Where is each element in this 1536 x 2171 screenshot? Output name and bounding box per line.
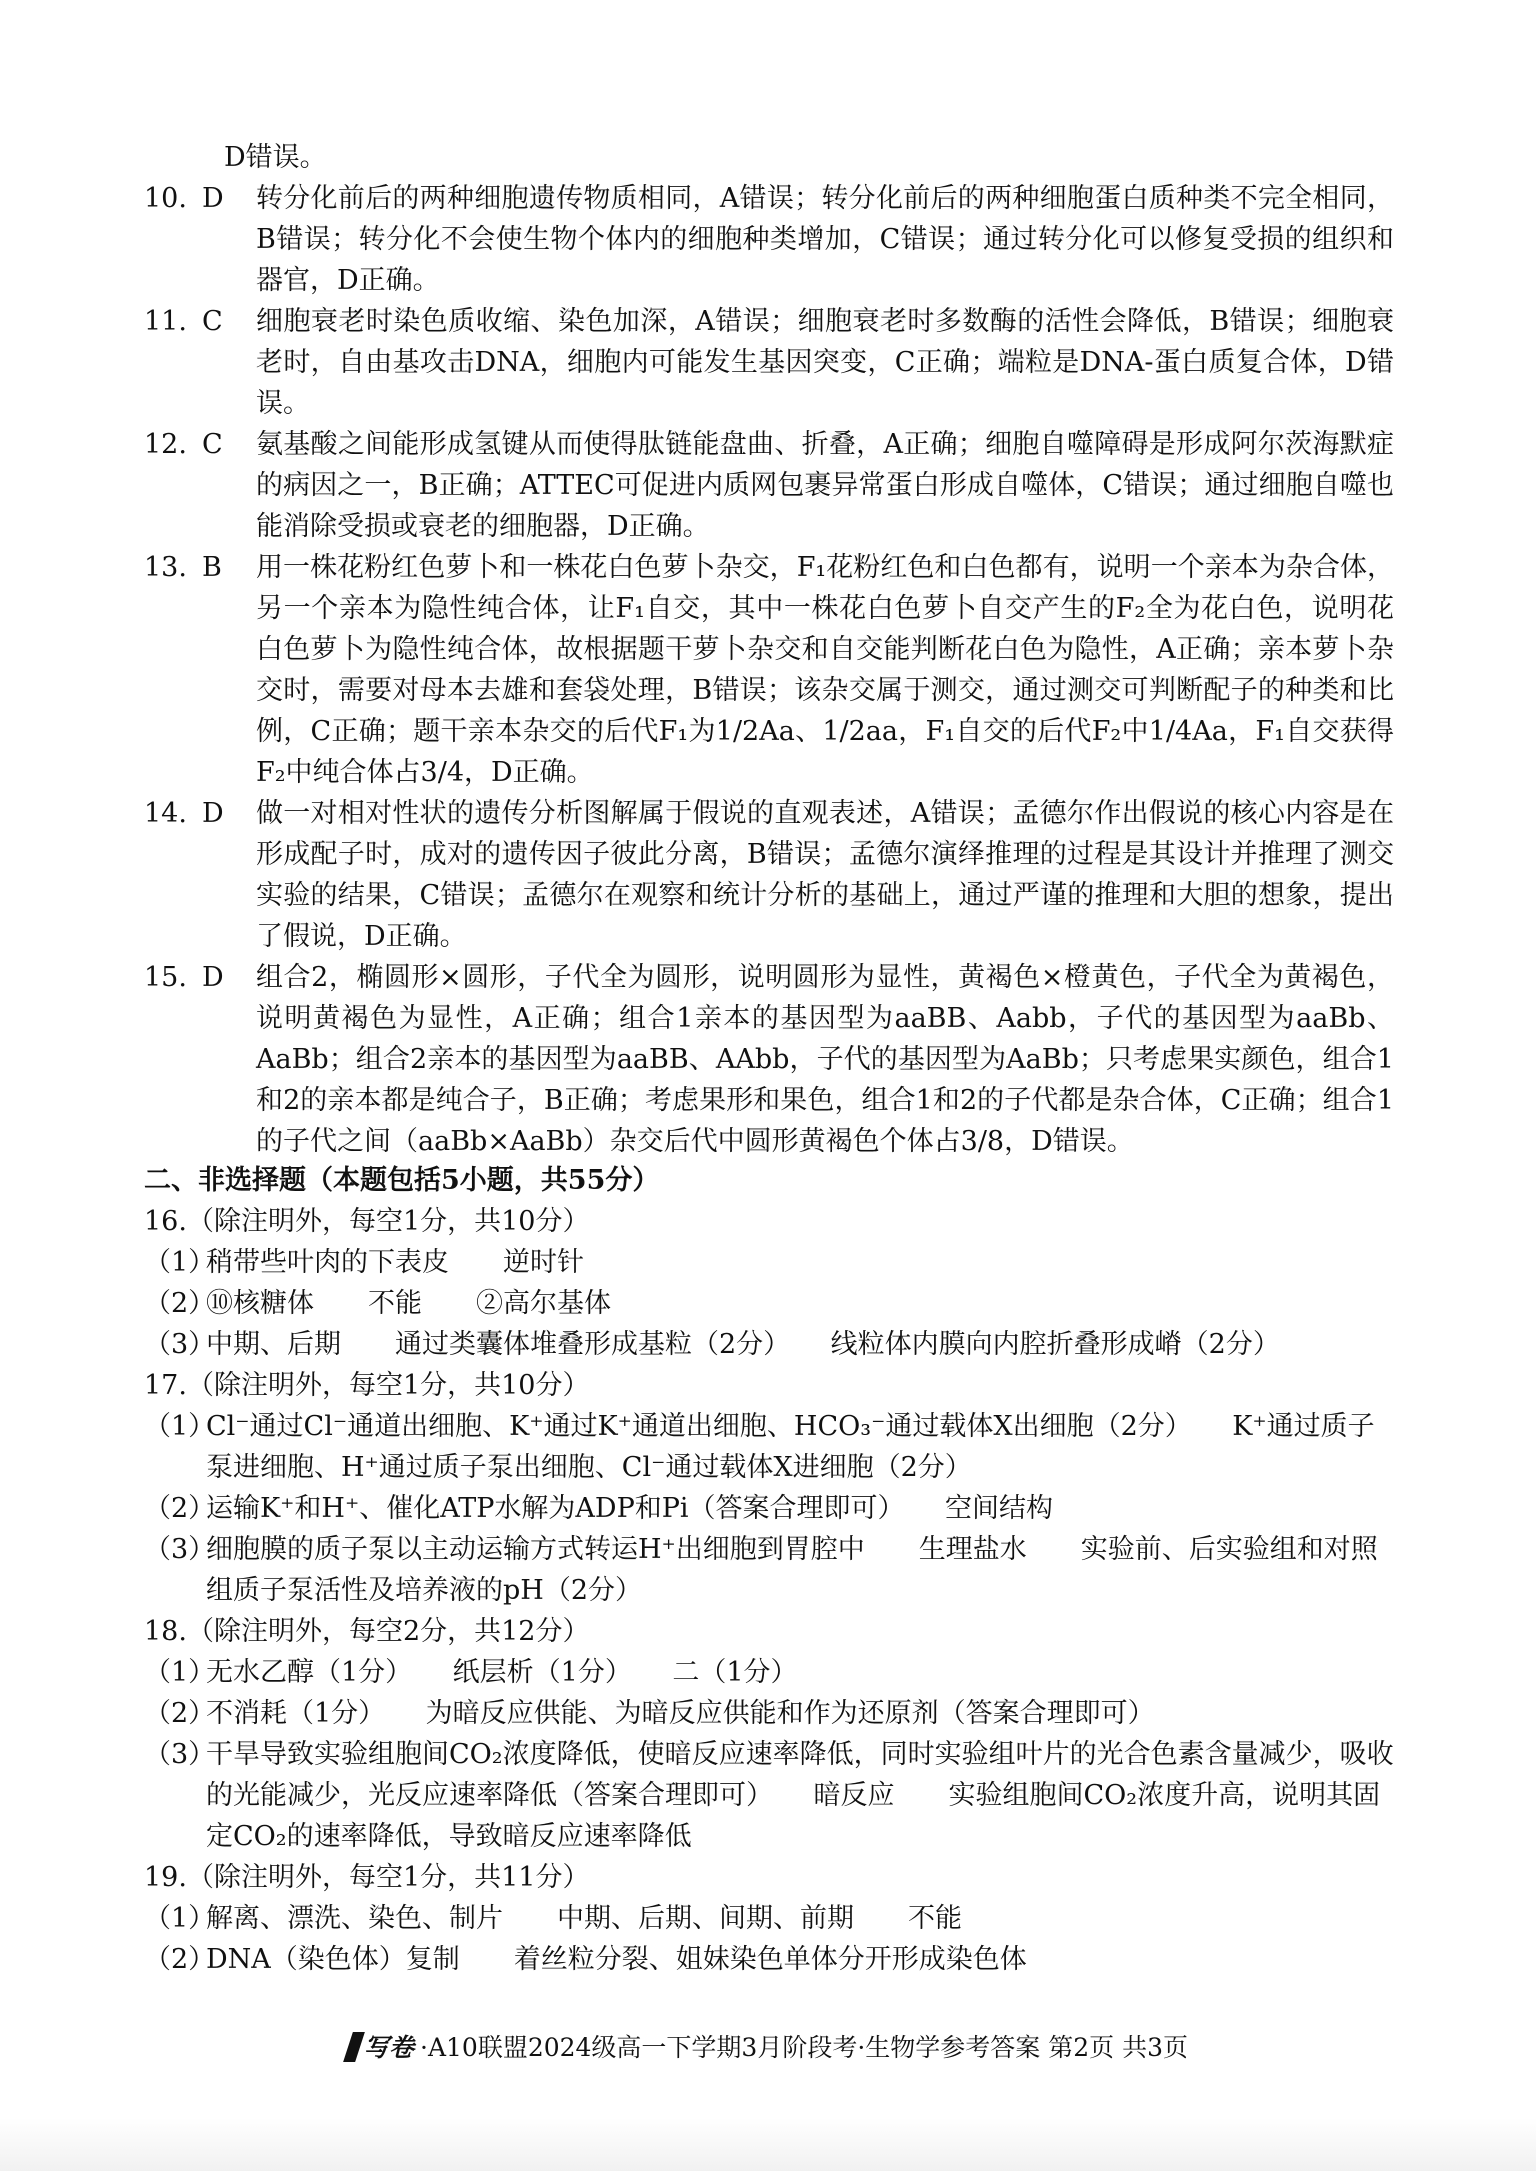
question-block bbox=[144, 1857, 1394, 1980]
answer-item bbox=[144, 301, 1394, 424]
answer-explanation: 组合2，椭圆形×圆形，子代全为圆形，说明圆形为显性，黄褐色×橙黄色，子代全为黄褐色，说明黄褐色为显性，A正确；组合1亲本的基因型为aaBB、Aabb，子代的基因型为aaBb、AaBb；组合2亲本的基因型为aaBB、AAbb，子代的基因型为AaBb；只考虑果实颜色，组合1和2的亲本都是纯合子，B正确；考虑果形和果色，组合1和2的子代都是杂合体，C正确；组合1的子代之间（aaBb×AaBb）杂交后代中圆形黄褐色个体占3/8，D错误。 bbox=[256, 962, 1394, 1157]
sub-text: 无水乙醇（1分） 纸层析（1分） 二（1分） bbox=[206, 1657, 798, 1688]
answer-explanation: 转分化前后的两种细胞遗传物质相同，A错误；转分化前后的两种细胞蛋白质种类不完全相同，B错误；转分化不会使生物个体内的细胞种类增加，C错误；通过转分化可以修复受损的组织和器官，D正确。 bbox=[256, 183, 1394, 296]
brand-logo-icon bbox=[343, 2032, 365, 2062]
sub-text: DNA（染色体）复制 着丝粒分裂、姐妹染色单体分开形成染色体 bbox=[206, 1944, 1027, 1975]
sub-label: （3） bbox=[144, 1739, 216, 1770]
sub-label: （1） bbox=[144, 1247, 216, 1278]
answer-item bbox=[144, 957, 1394, 1162]
sub-text: 不消耗（1分） 为暗反应供能、为暗反应供能和作为还原剂（答案合理即可） bbox=[206, 1698, 1155, 1729]
sub-label: （3） bbox=[144, 1329, 216, 1360]
sub-answer bbox=[144, 1283, 1394, 1324]
sub-label: （1） bbox=[144, 1411, 216, 1442]
sub-text: 稍带些叶肉的下表皮 逆时针 bbox=[206, 1247, 584, 1278]
question-heading: 19.（除注明外，每空1分，共11分） bbox=[144, 1862, 590, 1893]
answer-letter: C bbox=[202, 306, 223, 337]
question-block bbox=[144, 1611, 1394, 1857]
sub-answer bbox=[144, 1324, 1394, 1365]
answer-letter: D bbox=[202, 962, 224, 993]
sub-text: 解离、漂洗、染色、制片 中期、后期、间期、前期 不能 bbox=[206, 1903, 962, 1934]
question-number: 13. bbox=[144, 552, 187, 583]
sub-answer bbox=[144, 1939, 1394, 1980]
footer-text: ·A10联盟2024级高一下学期3月阶段考·生物学参考答案 第2页 共3页 bbox=[420, 2033, 1188, 2062]
sub-text: 运输K⁺和H⁺、催化ATP水解为ADP和Pi（答案合理即可） 空间结构 bbox=[206, 1493, 1054, 1524]
question-number: 14. bbox=[144, 798, 187, 829]
sub-label: （3） bbox=[144, 1534, 216, 1565]
sub-text: Cl⁻通过Cl⁻通道出细胞、K⁺通过K⁺通道出细胞、HCO₃⁻通过载体X出细胞（2分） K⁺通过质子泵进细胞、H⁺通过质子泵出细胞、Cl⁻通过载体X进细胞（2分） bbox=[206, 1411, 1375, 1483]
answer-item bbox=[144, 424, 1394, 547]
multiple-choice-answers bbox=[144, 178, 1394, 1162]
sub-answer bbox=[144, 1652, 1394, 1693]
sub-answer bbox=[144, 1406, 1394, 1488]
sub-answer bbox=[144, 1693, 1394, 1734]
question-heading: 17.（除注明外，每空1分，共10分） bbox=[144, 1370, 590, 1401]
question-number: 10. bbox=[144, 183, 187, 214]
sub-label: （2） bbox=[144, 1288, 216, 1319]
scan-bottom-edge bbox=[0, 2118, 1536, 2171]
sub-label: （1） bbox=[144, 1903, 216, 1934]
answer-item bbox=[144, 547, 1394, 793]
answer-item bbox=[144, 793, 1394, 957]
answer-letter: D bbox=[202, 183, 224, 214]
answer-explanation: 做一对相对性状的遗传分析图解属于假说的直观表述，A错误；孟德尔作出假说的核心内容是在形成配子时，成对的遗传因子彼此分离，B错误；孟德尔演绎推理的过程是其设计并推理了测交实验的结果，C错误；孟德尔在观察和统计分析的基础上，通过严谨的推理和大胆的想象，提出了假说，D正确。 bbox=[256, 798, 1394, 952]
non-choice-section bbox=[144, 1160, 1394, 1980]
continued-answer: D错误。 bbox=[224, 142, 327, 173]
question-number: 11. bbox=[144, 306, 187, 337]
answer-letter: C bbox=[202, 429, 223, 460]
answer-letter: D bbox=[202, 798, 224, 829]
answer-letter: B bbox=[202, 552, 222, 583]
sub-answer bbox=[144, 1488, 1394, 1529]
answer-item bbox=[144, 178, 1394, 301]
sub-label: （1） bbox=[144, 1657, 216, 1688]
answer-explanation: 细胞衰老时染色质收缩、染色加深，A错误；细胞衰老时多数酶的活性会降低，B错误；细胞衰老时，自由基攻击DNA，细胞内可能发生基因突变，C正确；端粒是DNA-蛋白质复合体，D错误。 bbox=[256, 306, 1394, 419]
sub-text: 中期、后期 通过类囊体堆叠形成基粒（2分） 线粒体内膜向内腔折叠形成嵴（2分） bbox=[206, 1329, 1280, 1360]
question-number: 15. bbox=[144, 962, 187, 993]
sub-text: 细胞膜的质子泵以主动运输方式转运H⁺出细胞到胃腔中 生理盐水 实验前、后实验组和对照组质子泵活性及培养液的pH（2分） bbox=[206, 1534, 1378, 1606]
question-number: 12. bbox=[144, 429, 187, 460]
answer-explanation: 用一株花粉红色萝卜和一株花白色萝卜杂交，F₁花粉红色和白色都有，说明一个亲本为杂合体，另一个亲本为隐性纯合体，让F₁自交，其中一株花白色萝卜自交产生的F₂全为花白色，说明花白色萝卜为隐性纯合体，故根据题干萝卜杂交和自交能判断花白色为隐性，A正确；亲本萝卜杂交时，需要对母本去雄和套袋处理，B错误；该杂交属于测交，通过测交可判断配子的种类和比例，C正确；题干亲本杂交的后代F₁为1/2Aa、1/2aa，F₁自交的后代F₂中1/4Aa，F₁自交获得F₂中纯合体占3/4，D正确。 bbox=[256, 552, 1394, 788]
section-title: 二、非选择题（本题包括5小题，共55分） bbox=[144, 1165, 660, 1196]
page-footer bbox=[0, 2031, 1536, 2065]
question-block bbox=[144, 1201, 1394, 1365]
sub-text: ⑩核糖体 不能 ②高尔基体 bbox=[206, 1288, 611, 1319]
sub-answer bbox=[144, 1734, 1394, 1857]
answer-explanation: 氨基酸之间能形成氢键从而使得肽链能盘曲、折叠，A正确；细胞自噬障碍是形成阿尔茨海默症的病因之一，B正确；ATTEC可促进内质网包裹异常蛋白形成自噬体，C错误；通过细胞自噬也能消除受损或衰老的细胞器，D正确。 bbox=[256, 429, 1394, 542]
question-block bbox=[144, 1365, 1394, 1611]
sub-text: 干旱导致实验组胞间CO₂浓度降低，使暗反应速率降低，同时实验组叶片的光合色素含量减少，吸收的光能减少，光反应速率降低（答案合理即可） 暗反应 实验组胞间CO₂浓度升高，说明其固定CO₂的速率降低，导致暗反应速率降低 bbox=[206, 1739, 1394, 1852]
sub-answer bbox=[144, 1242, 1394, 1283]
sub-answer bbox=[144, 1898, 1394, 1939]
sub-label: （2） bbox=[144, 1944, 216, 1975]
sub-answer bbox=[144, 1529, 1394, 1611]
question-heading: 16.（除注明外，每空1分，共10分） bbox=[144, 1206, 590, 1237]
question-heading: 18.（除注明外，每空2分，共12分） bbox=[144, 1616, 590, 1647]
brand-logo-text: 写卷 bbox=[363, 2033, 414, 2062]
sub-label: （2） bbox=[144, 1493, 216, 1524]
sub-label: （2） bbox=[144, 1698, 216, 1729]
